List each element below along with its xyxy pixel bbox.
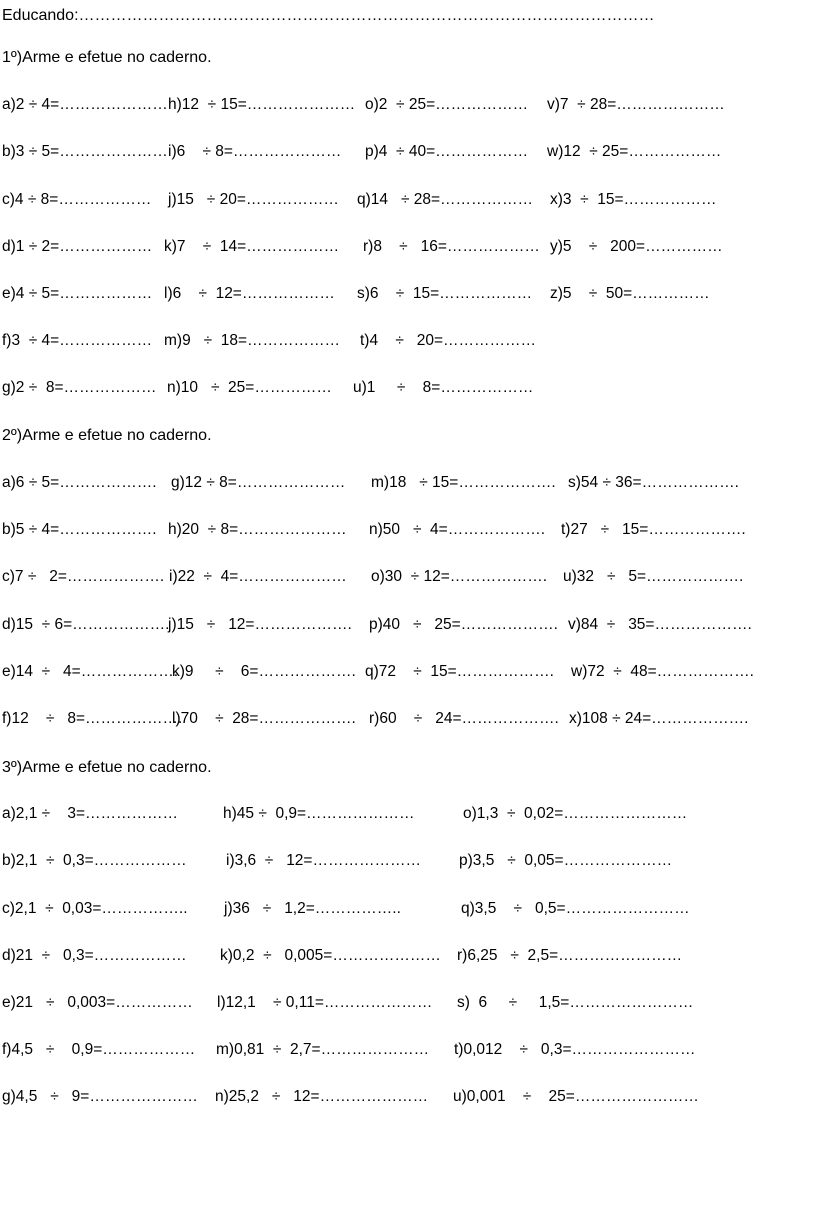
s2-row-c bbox=[2, 565, 744, 589]
exercise-item: g)12 ÷ 8=………………… bbox=[171, 474, 346, 491]
exercise-item: a)6 ÷ 5=………………. bbox=[2, 474, 157, 491]
exercise-item: e)14 ÷ 4=………………. bbox=[2, 663, 179, 680]
s3-row-g bbox=[2, 1085, 699, 1109]
exercise-item: o)1,3 ÷ 0,02=…………………… bbox=[463, 805, 688, 822]
section-2-title: 2º)Arme e efetue no caderno. bbox=[2, 427, 212, 444]
exercise-item: g)4,5 ÷ 9=………………… bbox=[2, 1088, 198, 1105]
exercise-item: l)70 ÷ 28=………………. bbox=[172, 710, 356, 727]
exercise-item: y)5 ÷ 200=…………… bbox=[550, 238, 723, 255]
exercise-item: f)4,5 ÷ 0,9=……………… bbox=[2, 1041, 196, 1058]
exercise-item: n)10 ÷ 25=…………… bbox=[167, 379, 332, 396]
s1-row-b bbox=[2, 140, 722, 164]
s3-row-f bbox=[2, 1038, 696, 1062]
exercise-item: s)54 ÷ 36=………………. bbox=[568, 474, 739, 491]
exercise-item: x)108 ÷ 24=………………. bbox=[569, 710, 749, 727]
exercise-item: r)6,25 ÷ 2,5=…………………… bbox=[457, 947, 683, 964]
exercise-item: u)32 ÷ 5=………………. bbox=[563, 568, 744, 585]
exercise-item: w)12 ÷ 25=……………… bbox=[547, 143, 722, 160]
exercise-item: o)2 ÷ 25=……………… bbox=[365, 96, 529, 113]
s1-row-g bbox=[2, 376, 534, 400]
s2-row-d bbox=[2, 613, 752, 637]
exercise-item: h)20 ÷ 8=………………… bbox=[168, 521, 347, 538]
exercise-item: k)9 ÷ 6=………………. bbox=[172, 663, 356, 680]
educando-line: Educando:……………………………………………………………………………………………… bbox=[2, 7, 655, 24]
exercise-item: q)72 ÷ 15=………………. bbox=[365, 663, 554, 680]
s1-row-e bbox=[2, 282, 710, 306]
s1-row-c bbox=[2, 188, 717, 212]
exercise-item: f)3 ÷ 4=……………… bbox=[2, 332, 153, 349]
section-1-title: 1º)Arme e efetue no caderno. bbox=[2, 49, 212, 66]
section-3-title: 3º)Arme e efetue no caderno. bbox=[2, 759, 212, 776]
exercise-item: p)3,5 ÷ 0,05=………………… bbox=[459, 852, 673, 869]
exercise-item: b)5 ÷ 4=………………. bbox=[2, 521, 157, 538]
exercise-item: j)36 ÷ 1,2=…………….. bbox=[224, 900, 401, 917]
exercise-item: o)30 ÷ 12=………………. bbox=[371, 568, 548, 585]
s1-row-d bbox=[2, 235, 723, 259]
exercise-item: a)2 ÷ 4=………………… bbox=[2, 96, 168, 113]
s3-row-d bbox=[2, 944, 683, 968]
exercise-item: n)25,2 ÷ 12=………………… bbox=[215, 1088, 429, 1105]
exercise-item: l)6 ÷ 12=……………… bbox=[164, 285, 335, 302]
exercise-item: s) 6 ÷ 1,5=…………………… bbox=[457, 994, 694, 1011]
exercise-item: p)40 ÷ 25=………………. bbox=[369, 616, 558, 633]
exercise-item: r)60 ÷ 24=………………. bbox=[369, 710, 559, 727]
s3-row-a bbox=[2, 802, 688, 826]
exercise-item: r)8 ÷ 16=……………… bbox=[363, 238, 540, 255]
exercise-item: m)9 ÷ 18=……………… bbox=[164, 332, 341, 349]
s2-row-f bbox=[2, 707, 749, 731]
exercise-item: m)18 ÷ 15=………………. bbox=[371, 474, 556, 491]
exercise-item: h)12 ÷ 15=………………… bbox=[168, 96, 356, 113]
exercise-item: q)3,5 ÷ 0,5=…………………… bbox=[461, 900, 690, 917]
exercise-item: n)50 ÷ 4=………………. bbox=[369, 521, 546, 538]
exercise-item: s)6 ÷ 15=……………… bbox=[357, 285, 533, 302]
exercise-item: i)22 ÷ 4=………………… bbox=[169, 568, 347, 585]
exercise-item: d)1 ÷ 2=……………… bbox=[2, 238, 153, 255]
exercise-item: p)4 ÷ 40=……………… bbox=[365, 143, 529, 160]
exercise-item: x)3 ÷ 15=……………… bbox=[550, 191, 717, 208]
exercise-item: c)4 ÷ 8=……………… bbox=[2, 191, 152, 208]
s1-row-f bbox=[2, 329, 537, 353]
exercise-item: l)12,1 ÷ 0,11=………………… bbox=[217, 994, 433, 1011]
exercise-item: d)15 ÷ 6=………………. bbox=[2, 616, 170, 633]
exercise-item: i)3,6 ÷ 12=………………… bbox=[226, 852, 421, 869]
s3-row-b bbox=[2, 849, 673, 873]
exercise-item: h)45 ÷ 0,9=………………… bbox=[223, 805, 415, 822]
exercise-item: j)15 ÷ 20=……………… bbox=[168, 191, 339, 208]
exercise-item: t)4 ÷ 20=……………… bbox=[360, 332, 537, 349]
exercise-item: z)5 ÷ 50=…………… bbox=[550, 285, 710, 302]
exercise-item: t)0,012 ÷ 0,3=…………………… bbox=[454, 1041, 696, 1058]
s2-row-e bbox=[2, 660, 754, 684]
exercise-item: c)2,1 ÷ 0,03=…………….. bbox=[2, 900, 188, 917]
exercise-item: u)0,001 ÷ 25=…………………… bbox=[453, 1088, 699, 1105]
exercise-item: g)2 ÷ 8=……………… bbox=[2, 379, 157, 396]
s2-row-a bbox=[2, 471, 739, 495]
exercise-item: c)7 ÷ 2=………………. bbox=[2, 568, 165, 585]
exercise-item: i)6 ÷ 8=………………… bbox=[168, 143, 342, 160]
s1-row-a bbox=[2, 93, 725, 117]
exercise-item: b)2,1 ÷ 0,3=……………… bbox=[2, 852, 187, 869]
exercise-item: m)0,81 ÷ 2,7=………………… bbox=[216, 1041, 430, 1058]
s3-row-c bbox=[2, 897, 690, 921]
s2-row-b bbox=[2, 518, 746, 542]
exercise-item: d)21 ÷ 0,3=……………… bbox=[2, 947, 187, 964]
exercise-item: v)7 ÷ 28=………………… bbox=[547, 96, 725, 113]
s3-row-e bbox=[2, 991, 694, 1015]
exercise-item: t)27 ÷ 15=………………. bbox=[561, 521, 746, 538]
exercise-item: k)7 ÷ 14=……………… bbox=[164, 238, 340, 255]
exercise-item: f)12 ÷ 8=………………. bbox=[2, 710, 183, 727]
exercise-item: q)14 ÷ 28=……………… bbox=[357, 191, 534, 208]
exercise-item: j)15 ÷ 12=………………. bbox=[168, 616, 352, 633]
exercise-item: b)3 ÷ 5=………………… bbox=[2, 143, 168, 160]
exercise-item: k)0,2 ÷ 0,005=………………… bbox=[220, 947, 441, 964]
exercise-item: a)2,1 ÷ 3=……………… bbox=[2, 805, 179, 822]
exercise-item: u)1 ÷ 8=……………… bbox=[353, 379, 534, 396]
exercise-item: v)84 ÷ 35=………………. bbox=[568, 616, 752, 633]
exercise-item: w)72 ÷ 48=………………. bbox=[571, 663, 754, 680]
exercise-item: e)4 ÷ 5=……………… bbox=[2, 285, 153, 302]
exercise-item: e)21 ÷ 0,003=…………… bbox=[2, 994, 193, 1011]
